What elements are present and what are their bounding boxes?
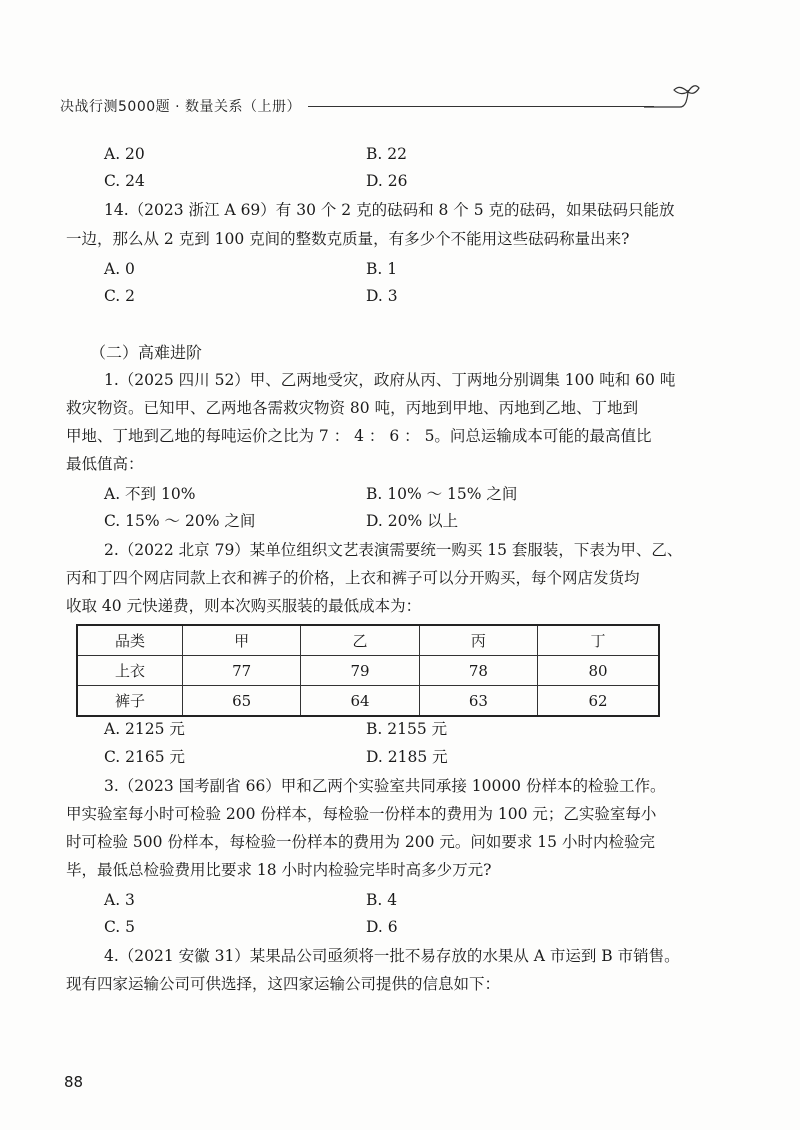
q1-text-line3: 甲地、丁地到乙地的每吨运价之比为 7 ： 4 ： 6 ： 5。问总运输成本可能的最高值比 xyxy=(66,427,652,445)
table-cell: 上衣 xyxy=(77,656,183,686)
table-header-cell: 乙 xyxy=(301,625,419,656)
q2-option-c: C. 2165 元 xyxy=(104,748,186,766)
q13-option-d: D. 26 xyxy=(366,172,408,190)
table-cell: 77 xyxy=(183,656,301,686)
q14-text-line2: 一边，那么从 2 克到 100 克间的整数克质量，有多少个不能用这些砝码称量出来? xyxy=(66,230,630,248)
book-title: 决战行测5000题 · 数量关系（上册） xyxy=(60,99,301,115)
q3-option-a: A. 3 xyxy=(104,891,135,909)
table-header-cell: 品类 xyxy=(77,625,183,656)
table-header-cell: 丙 xyxy=(419,625,537,656)
header-rule xyxy=(308,106,654,107)
q1-option-d: D. 20% 以上 xyxy=(366,512,459,530)
q2-text-line2: 丙和丁四个网店同款上衣和裤子的价格，上衣和裤子可以分开购买，每个网店发货均 xyxy=(66,569,640,587)
q1-text-line2: 救灾物资。已知甲、乙两地各需救灾物资 80 吨，丙地到甲地、丙地到乙地、丁地到 xyxy=(66,399,639,417)
q3-option-d: D. 6 xyxy=(366,918,398,936)
table-cell: 78 xyxy=(419,656,537,686)
table-header-cell: 丁 xyxy=(538,625,659,656)
q13-option-b: B. 22 xyxy=(366,145,407,163)
q1-text-line1: 1.（2025 四川 52）甲、乙两地受灾，政府从丙、丁两地分别调集 100 吨和 60 吨 xyxy=(104,371,676,389)
q1-option-c: C. 15% ～ 20% 之间 xyxy=(104,512,256,530)
q2-text-line3: 收取 40 元快递费，则本次购买服装的最低成本为： xyxy=(66,597,422,615)
q14-option-c: C. 2 xyxy=(104,287,136,305)
table-cell: 80 xyxy=(538,656,659,686)
q2-text-line1: 2.（2022 北京 79）某单位组织文艺表演需要统一购买 15 套服装，下表为甲、乙、 xyxy=(104,541,683,559)
table-header-cell: 甲 xyxy=(183,625,301,656)
table-row xyxy=(77,656,659,686)
q3-text-line2: 甲实验室每小时可检验 200 份样本，每检验一份样本的费用为 100 元；乙实验室每小 xyxy=(66,805,657,823)
q14-option-a: A. 0 xyxy=(104,260,135,278)
q3-text-line3: 时可检验 500 份样本，每检验一份样本的费用为 200 元。问如要求 15 小时内检验完 xyxy=(66,833,655,851)
page-number: 88 xyxy=(64,1073,84,1091)
q14-option-b: B. 1 xyxy=(366,260,398,278)
q13-option-a: A. 20 xyxy=(104,145,145,163)
table-cell: 裤子 xyxy=(77,686,183,717)
q13-option-c: C. 24 xyxy=(104,172,145,190)
q1-option-b: B. 10% ～ 15% 之间 xyxy=(366,485,518,503)
q2-option-b: B. 2155 元 xyxy=(366,720,448,738)
price-table xyxy=(76,624,660,717)
sprout-icon xyxy=(640,80,700,120)
table-cell: 79 xyxy=(301,656,419,686)
q3-text-line4: 毕，最低总检验费用比要求 18 小时内检验完毕时高多少万元? xyxy=(66,861,492,879)
running-header xyxy=(60,80,700,120)
table-cell: 64 xyxy=(301,686,419,717)
q3-text-line1: 3.（2023 国考副省 66）甲和乙两个实验室共同承接 10000 份样本的检验工作。 xyxy=(104,777,666,795)
table-cell: 63 xyxy=(419,686,537,717)
q1-text-line4: 最低值高： xyxy=(66,455,144,473)
section-title: （二）高难进阶 xyxy=(90,343,203,362)
q2-option-d: D. 2185 元 xyxy=(366,748,448,766)
q14-text-line1: 14.（2023 浙江 A 69）有 30 个 2 克的砝码和 8 个 5 克的砝码，如果砝码只能放 xyxy=(104,201,675,219)
q3-option-b: B. 4 xyxy=(366,891,398,909)
table-cell: 65 xyxy=(183,686,301,717)
q4-text-line1: 4.（2021 安徽 31）某果品公司亟须将一批不易存放的水果从 A 市运到 B 市销售。 xyxy=(104,947,680,965)
table-header-row xyxy=(77,625,659,656)
q3-option-c: C. 5 xyxy=(104,918,136,936)
table-row xyxy=(77,686,659,717)
q2-option-a: A. 2125 元 xyxy=(104,720,185,738)
q14-option-d: D. 3 xyxy=(366,287,398,305)
q1-option-a: A. 不到 10% xyxy=(104,485,196,503)
table-cell: 62 xyxy=(538,686,659,717)
q4-text-line2: 现有四家运输公司可供选择，这四家运输公司提供的信息如下： xyxy=(66,975,501,993)
